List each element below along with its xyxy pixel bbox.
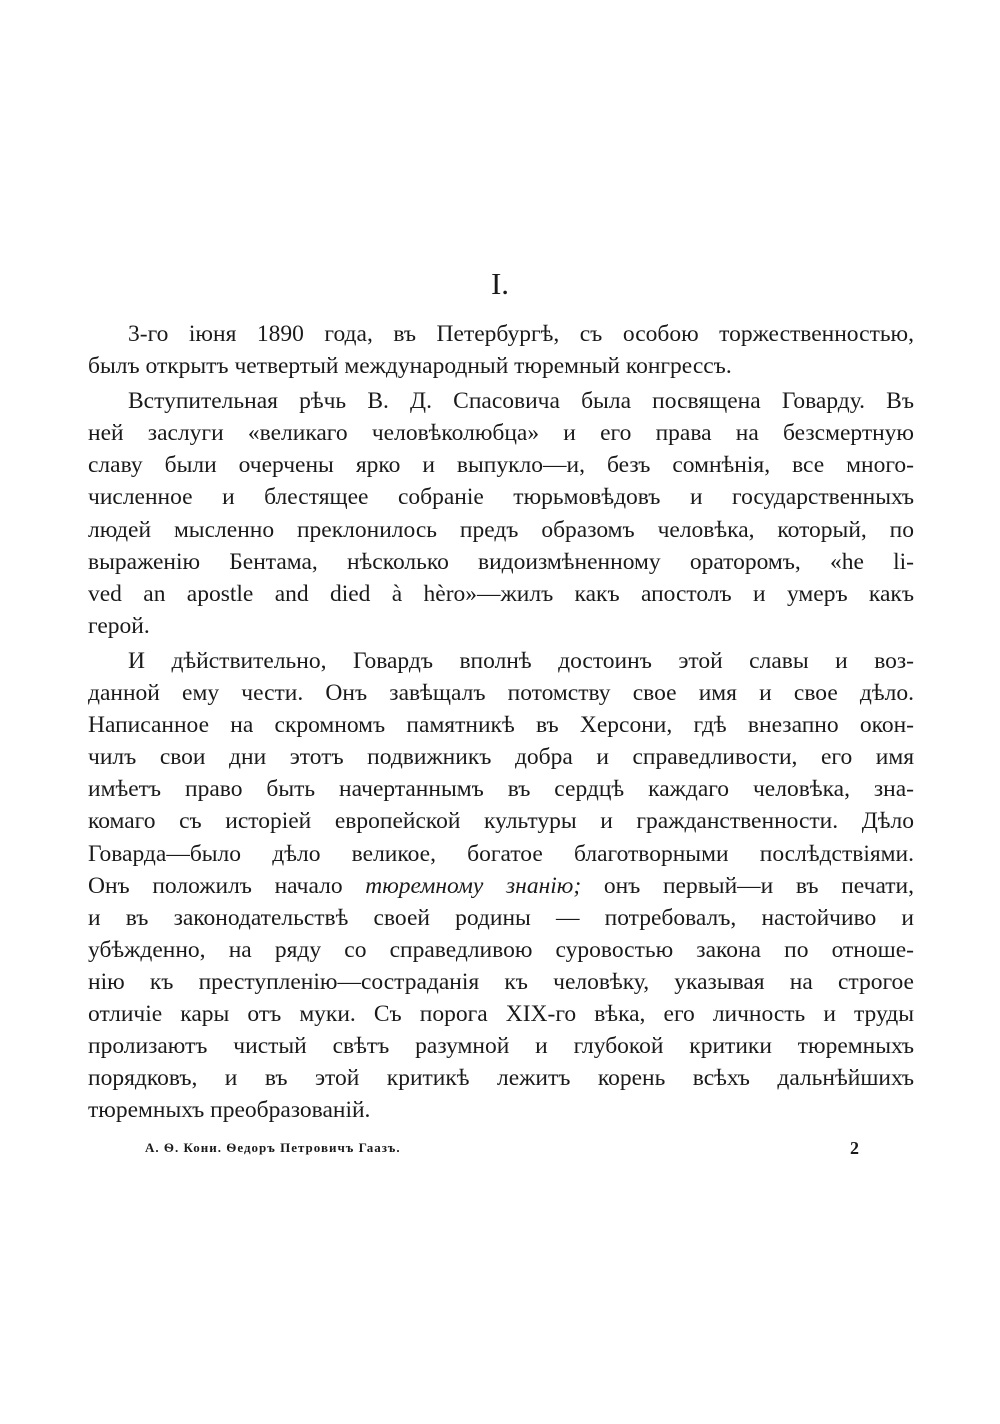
text-segment: онъ первый—и въ печати,	[581, 872, 914, 899]
footer-signature: А. Ѳ. Кони. Ѳедоръ Петровичъ Гаазъ.	[145, 1140, 401, 1155]
text-line: и въ законодательствѣ своей родины — потребовалъ, настойчиво и	[88, 904, 914, 931]
text-line: 3-го іюня 1890 года, въ Петербургѣ, съ особою торжественностью,	[128, 321, 914, 347]
text-line: имѣетъ право быть начертаннымъ въ сердцѣ каждаго человѣка, зна-	[88, 776, 914, 803]
body-text	[88, 318, 914, 1126]
text-line: чилъ свои дни этотъ подвижникъ добра и справедливости, его имя	[88, 744, 914, 771]
text-line: пролизаютъ чистый свѣтъ разумной и глубокой критики тюремныхъ	[88, 1033, 914, 1060]
text-line-with-italic	[88, 870, 914, 902]
text-line: Написанное на скромномъ памятникѣ въ Херсони, гдѣ внезапно окон-	[88, 712, 914, 739]
text-line: порядковъ, и въ этой критикѣ лежитъ корень всѣхъ дальнѣйшихъ	[88, 1065, 914, 1092]
paragraph-3	[88, 645, 914, 1126]
text-segment: Онъ положилъ начало	[88, 872, 366, 899]
text-line: людей мысленно преклонилось предъ образомъ человѣка, который, по	[88, 516, 914, 543]
text-line: комаго съ исторіей европейской культуры и гражданственности. Дѣло	[88, 808, 914, 835]
text-line: убѣжденно, на ряду со справедливою суровостью закона по отноше-	[88, 936, 914, 963]
text-line: отличіе кары отъ муки. Съ порога XIX-го вѣка, его личность и труды	[88, 1000, 914, 1027]
text-line: тюремныхъ преобразованій.	[88, 1097, 371, 1124]
italic-phrase: тюремному знанію;	[365, 872, 582, 899]
paragraph-1	[88, 318, 914, 382]
text-line: Говарда—было дѣло великое, богатое благотворными послѣдствіями.	[88, 840, 914, 867]
text-line: численное и блестящее собраніе тюрьмовѣдовъ и государственныхъ	[88, 484, 914, 511]
text-line: выраженію Бентама, нѣсколько видоизмѣненному ораторомъ, «he li-	[88, 548, 914, 575]
text-line: И дѣйствительно, Говардъ вполнѣ достоинъ этой славы и воз-	[128, 647, 914, 674]
text-line: ved an apostle and died à hèro»—жилъ какъ апостолъ и умеръ какъ	[88, 580, 914, 607]
text-line: герой.	[88, 612, 150, 639]
text-line: данной ему чести. Онъ завѣщалъ потомству свое имя и свое дѣло.	[88, 680, 914, 707]
text-line: славу были очерчены ярко и выпукло—и, безъ сомнѣнія, все много-	[88, 452, 914, 479]
text-line: нію къ преступленію—состраданія къ человѣку, указывая на строгое	[88, 968, 914, 995]
text-line: ней заслуги «великаго человѣколюбца» и его права на безсмертную	[88, 420, 914, 447]
paragraph-2	[88, 385, 914, 642]
chapter-number: I.	[490, 266, 510, 301]
text-line: былъ открытъ четвертый международный тюремный конгрессъ.	[88, 353, 732, 380]
page-number: 2	[850, 1138, 859, 1158]
text-line: Вступительная рѣчь В. Д. Спасовича была посвящена Говарду. Въ	[128, 388, 914, 415]
